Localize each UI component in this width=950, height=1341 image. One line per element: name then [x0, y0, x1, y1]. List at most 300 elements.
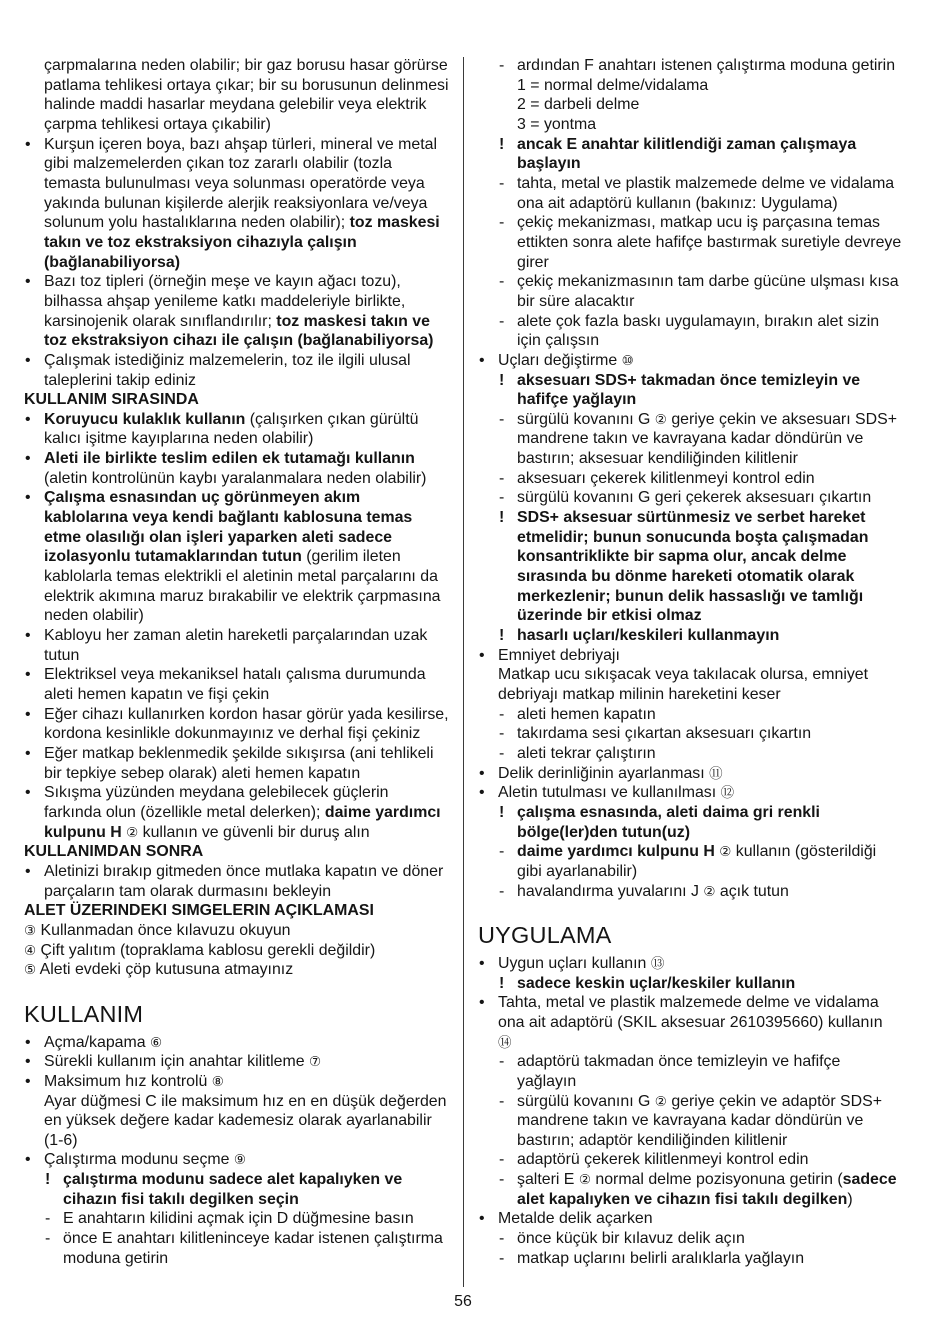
- text-run: kablolarla temas elektrikli el aletinin metal parçalarını da: [44, 568, 438, 586]
- text-line: [478, 1190, 928, 1210]
- text-line: [478, 312, 928, 332]
- dash-marker: -: [499, 744, 505, 762]
- text-line: [478, 882, 928, 902]
- text-run: yağlayın: [517, 1072, 577, 1090]
- bullet-marker: •: [25, 1033, 31, 1051]
- bullet-marker: •: [479, 764, 485, 782]
- text-run: önce E anahtarı kilitleninceye kadar istenen çalıştırma: [63, 1230, 443, 1248]
- bullet-item: [24, 1033, 456, 1053]
- bold-text: takın ve toz ekstraksiyon cihazıyla çalışın: [44, 233, 357, 251]
- text-line: [478, 213, 928, 233]
- text-line: [478, 1052, 928, 1072]
- bullet-marker: •: [25, 489, 31, 507]
- bullet-marker: •: [25, 273, 31, 291]
- text-run: Aleti evdeki çöp kutusuna atmayınız: [36, 961, 294, 979]
- text-run: neden olabilir): [44, 607, 144, 625]
- warning-marker: !: [499, 627, 505, 645]
- text-line: [478, 115, 928, 135]
- callout-number-icon: ②: [578, 1172, 591, 1189]
- bullet-marker: •: [25, 450, 31, 468]
- text-line: [478, 783, 928, 803]
- bullet-item: [24, 272, 456, 351]
- bullet-item: [24, 744, 456, 783]
- callout-number-icon: ⑨: [233, 1152, 246, 1169]
- bullet-marker: •: [479, 954, 485, 972]
- text-run: Maksimum hız kontrolü: [44, 1072, 212, 1090]
- text-run: takırdama sesi çıkartan aksesuarı çıkartın: [517, 725, 812, 743]
- bullet-item: [478, 351, 928, 371]
- dash-marker: -: [499, 57, 505, 74]
- text-line: [478, 646, 928, 666]
- bold-text: aksesuarı SDS+ takmadan önce temizleyin ve: [517, 371, 861, 389]
- text-run: gibi ayarlanabilir): [517, 862, 638, 880]
- text-line: [24, 253, 456, 273]
- text-line: [24, 115, 456, 135]
- dash-marker: -: [45, 1210, 51, 1228]
- text-run: Çalışmak istediğiniz malzemelerin, toz ile ilgili ulusal: [44, 351, 411, 369]
- text-line: [24, 95, 456, 115]
- text-line: [478, 429, 928, 449]
- bullet-marker: •: [25, 135, 31, 153]
- text-line: [24, 1170, 456, 1190]
- text-run: tutun: [44, 646, 80, 664]
- bullet-marker: •: [25, 627, 31, 645]
- text-line: [478, 1170, 928, 1190]
- bold-text: SDS+ aksesuar sürtünmesiz ve serbet hareket: [517, 509, 866, 527]
- text-run: Kurşun içeren boya, bazı ahşap türleri, mineral ve metal: [44, 135, 438, 153]
- text-line: [24, 803, 456, 823]
- text-line: [478, 135, 928, 155]
- bullet-marker: •: [479, 1210, 485, 1228]
- text-line: [478, 331, 928, 351]
- text-run: (aletin kontrolünün kaybı yaralanmalara neden olabilir): [44, 469, 427, 487]
- bullet-marker: •: [25, 351, 31, 369]
- text-line: [478, 1013, 928, 1033]
- dash-item: [478, 1052, 928, 1091]
- dash-item: [478, 842, 928, 881]
- bullet-item: [478, 764, 928, 784]
- section-heading: UYGULAMA: [478, 922, 612, 949]
- bullet-item: [24, 1072, 456, 1092]
- text-run: girer: [517, 253, 549, 271]
- text-line: [24, 292, 456, 312]
- text-line: [24, 547, 456, 567]
- bullet-marker: •: [25, 705, 31, 723]
- text-line: [24, 724, 456, 744]
- text-line: [478, 292, 928, 312]
- text-line: [478, 272, 928, 292]
- text-line: [478, 253, 928, 273]
- dash-marker: -: [499, 1230, 505, 1248]
- bullet-marker: •: [479, 646, 485, 664]
- text-line: [478, 993, 928, 1013]
- warning-marker: !: [499, 135, 505, 153]
- dash-marker: -: [499, 410, 505, 428]
- text-run: normal delme pozisyonuna getirin (: [590, 1171, 843, 1189]
- text-run: Kabloyu her zaman aletin hareketli parçalarından uzak: [44, 627, 428, 645]
- bullet-item: [24, 410, 456, 449]
- callout-number-icon: ⑦: [308, 1054, 322, 1071]
- text-line: [24, 921, 456, 941]
- cont-item: [24, 56, 456, 135]
- text-line: [24, 135, 456, 155]
- warn-item: [478, 371, 928, 410]
- bold-text: bölge(ler)den tutun(uz): [517, 823, 690, 841]
- text-line: [24, 331, 456, 351]
- bold-text: cihazın fisi takılı degilken seçin: [63, 1190, 299, 1208]
- text-line: [24, 1131, 456, 1151]
- text-run: (çalışırken çıkan gürültü: [245, 410, 419, 428]
- bullet-marker: •: [479, 784, 485, 802]
- text-line: [478, 154, 928, 174]
- text-run: kullanın ve güvenli bir duruş alın: [138, 823, 370, 841]
- text-line: [24, 1190, 456, 1210]
- text-line: [24, 1072, 456, 1092]
- dash-item: [478, 1229, 928, 1249]
- text-line: [24, 1229, 456, 1249]
- text-run: önce küçük bir kılavuz delik açın: [517, 1230, 745, 1248]
- callout-number-icon: ⑪: [709, 765, 723, 782]
- dash-item: [478, 488, 928, 508]
- text-run: (1-6): [44, 1131, 78, 1149]
- text-run: Eğer matkap beklenmedik şekilde sıkışırsa (ani tehlikeli: [44, 744, 434, 762]
- text-line: [24, 1249, 456, 1269]
- text-line: [24, 587, 456, 607]
- text-line: [24, 76, 456, 96]
- text-run: için çalışsın: [517, 332, 600, 350]
- callout-number-icon: ②: [654, 1093, 667, 1110]
- text-line: [24, 429, 456, 449]
- text-line: [478, 842, 928, 862]
- bullet-item: [24, 449, 456, 488]
- dash-item: [478, 705, 928, 725]
- text-run: Delik derinliğinin ayarlanması: [498, 764, 710, 782]
- text-run: Aletinizi bırakıp gitmeden önce mutlaka kapatın ve döner: [44, 862, 444, 880]
- text-line: [478, 1229, 928, 1249]
- callout-number-icon: ③: [24, 922, 37, 939]
- text-line: [478, 1249, 928, 1269]
- dash-marker: -: [499, 705, 505, 723]
- text-run: E anahtarın kilidini açmak için D düğmesine basın: [63, 1210, 414, 1228]
- callout-number-icon: ②: [654, 411, 667, 428]
- bullet-item: [478, 993, 928, 1052]
- text-line: [24, 371, 456, 391]
- callout-number-icon: ⑬: [650, 955, 665, 972]
- dash-item: [478, 1150, 928, 1170]
- bullet-item: [24, 665, 456, 704]
- text-run: aleti tekrar çalıştırın: [517, 744, 656, 762]
- text-run: aleti hemen kapatın ve fişi çekin: [44, 686, 270, 703]
- text-line: [478, 76, 928, 96]
- bullet-item: [24, 783, 456, 842]
- text-line: [24, 213, 456, 233]
- dash-item: [478, 1170, 928, 1209]
- text-run: ona ait adaptörü (SKIL aksesuar 2610395660) kullanın: [498, 1013, 883, 1031]
- text-run: halinde maddi hasarlar meydana gelebilir veya elektrik: [44, 96, 427, 114]
- subsection-heading: KULLANIM SIRASINDA: [24, 391, 199, 409]
- text-run: geriye çekin ve adaptör SDS+: [666, 1092, 882, 1110]
- bold-text: Çalışma esnasından uç görünmeyen akım: [44, 489, 361, 507]
- text-run: Çift yalıtım (topraklama kablosu gerekli değildir): [36, 941, 376, 959]
- dash-marker: -: [499, 1171, 505, 1189]
- text-line: [478, 1072, 928, 1092]
- text-line: [24, 783, 456, 803]
- bullet-item: [478, 1209, 928, 1229]
- text-run: (gerilim ileten: [301, 548, 401, 566]
- text-run: Ayar düğmesi C ile maksimum hız en en düşük değerden: [44, 1092, 447, 1110]
- bold-text: (bağlanabiliyorsa): [44, 253, 180, 271]
- bold-text: hafifçe yağlayın: [517, 391, 637, 409]
- text-line: [24, 410, 456, 430]
- bold-text: hasarlı uçları/keskileri kullanmayın: [517, 627, 780, 645]
- text-line: [24, 272, 456, 292]
- text-line: [24, 705, 456, 725]
- bullet-item: [24, 135, 456, 273]
- text-line: [478, 974, 928, 994]
- text-line: [478, 1209, 928, 1229]
- text-line: [24, 1092, 456, 1112]
- text-run: kalıcı işitme kayıplarına neden olabilir): [44, 430, 314, 448]
- text-run: bilhassa ahşap yenileme katkı maddeleriyle birlikte,: [44, 292, 406, 310]
- bold-text: daime yardımcı: [324, 803, 441, 821]
- dash-item: [24, 1229, 456, 1268]
- bullet-marker: •: [25, 1151, 31, 1169]
- warning-marker: !: [499, 974, 505, 992]
- dash-marker: -: [499, 843, 505, 861]
- warn-item: [478, 135, 928, 174]
- text-run: çekiç mekanizmasının tam darbe gücüne ulşması kısa: [517, 273, 899, 291]
- text-line: [24, 488, 456, 508]
- text-line: [24, 233, 456, 253]
- text-line: [478, 410, 928, 430]
- text-line: [24, 626, 456, 646]
- callout-number-icon: ⑩: [621, 352, 634, 369]
- text-run: alete çok fazla baskı uygulamayın, bırakın alet sizin: [517, 312, 880, 330]
- bold-text: merkezlenir; bunun delik hassaslığı ve tamlığı: [517, 587, 864, 605]
- text-line: [24, 744, 456, 764]
- text-line: [24, 1111, 456, 1131]
- text-run: tahta, metal ve plastik malzemede delme ve vidalama: [517, 174, 895, 192]
- bold-text: ancak E anahtar kilitlendiği zaman çalışmaya: [517, 135, 857, 153]
- text-run: kordona kesinlikle dokunmayınız ve derhal fişi çekiniz: [44, 725, 421, 743]
- text-line: [24, 312, 456, 332]
- text-line: [478, 449, 928, 469]
- text-line: [24, 449, 456, 469]
- text-line: [24, 960, 456, 980]
- dash-item: [478, 312, 928, 351]
- dash-marker: -: [499, 273, 505, 291]
- text-run: bir süre alacaktır: [517, 292, 635, 310]
- text-line: [24, 469, 456, 489]
- text-run: bastırın; adaptör kendiliğinden kilitlenir: [517, 1131, 788, 1149]
- text-run: mandrene takın ve kavrayana kadar döndürün ve: [517, 430, 864, 448]
- text-run: Uygun uçları kullanın: [498, 954, 651, 972]
- text-run: gibi malzemelerden çıkan toz zararlı olabilir (tozla: [44, 155, 392, 173]
- cont-item: [478, 665, 928, 704]
- page-number: 56: [454, 1293, 472, 1310]
- text-run: Uçları değiştirme: [498, 351, 622, 369]
- bullet-marker: •: [479, 994, 485, 1012]
- column-divider: [463, 57, 464, 1287]
- dash-item: [478, 724, 928, 744]
- text-run: farkında olun (özellikle metal delerken);: [44, 803, 325, 821]
- callout-number-icon: ⑫: [720, 785, 735, 802]
- bullet-item: [24, 1052, 456, 1072]
- warn-item: [478, 626, 928, 646]
- text-run: mandrene takın ve kavrayana kadar döndürün ve: [517, 1112, 864, 1130]
- text-line: [478, 488, 928, 508]
- text-line: [24, 1033, 456, 1053]
- text-run: bastırın; aksesuar kendiliğinden kilitlenir: [517, 450, 798, 468]
- text-run: karsinojenik olarak sınıflandırılır;: [44, 312, 277, 330]
- text-line: [478, 528, 928, 548]
- text-line: [24, 862, 456, 882]
- text-line: [478, 233, 928, 253]
- callout-number-icon: ②: [719, 844, 732, 861]
- bold-text: başlayın: [517, 155, 581, 173]
- text-line: [24, 665, 456, 685]
- text-run: yakında bulunan kişilerde alerjik reaksiyonlara ve/veya: [44, 194, 428, 212]
- bold-text: kablolarına veya kendi bağlantı kablosuna temas: [44, 509, 413, 527]
- warn-item: [24, 1170, 456, 1209]
- text-run: geriye çekin ve aksesuarı SDS+: [666, 410, 897, 428]
- text-line: [478, 626, 928, 646]
- text-run: Bazı toz tipleri (örneğin meşe ve kayın ağacı tozu),: [44, 273, 401, 291]
- bold-text: çalıştırma modunu sadece alet kapalıyken ve: [63, 1171, 403, 1189]
- text-line: [24, 174, 456, 194]
- callout-number-icon: ②: [126, 824, 139, 841]
- text-run: aksesuarı çekerek kilitlenmeyi kontrol edin: [517, 469, 815, 487]
- text-run: parçaların tam olarak durmasını bekleyin: [44, 882, 332, 900]
- dash-item: [478, 1092, 928, 1151]
- text-line: [478, 1150, 928, 1170]
- dash-marker: -: [499, 1092, 505, 1110]
- bullet-marker: •: [25, 1053, 31, 1071]
- dash-marker: -: [499, 1151, 505, 1169]
- text-line: [24, 1209, 456, 1229]
- text-line: [24, 508, 456, 528]
- cont-item: [24, 1092, 456, 1151]
- text-line: [478, 587, 928, 607]
- bold-text: konsantriklikte bir sapma olur, ancak delme: [517, 548, 847, 566]
- warning-marker: !: [45, 1171, 51, 1189]
- dash-marker: -: [499, 1053, 505, 1071]
- dash-item: [478, 410, 928, 469]
- text-run: Sıkışma yüzünden meydana gelebilecek güçlerin: [44, 784, 389, 802]
- text-run: 3 = yontma: [517, 115, 597, 133]
- text-run: sürgülü kovanını G geri çekerek aksesuarı çıkartın: [517, 489, 872, 507]
- text-run: bir tepkiye sebep olarak) aleti hemen kapatın: [44, 764, 361, 782]
- dash-item: [478, 272, 928, 311]
- dash-item: [478, 744, 928, 764]
- text-run: debriyajı matkap milinin hareketini keser: [498, 686, 781, 703]
- text-run: adaptörü takmadan önce temizleyin ve hafifçe: [517, 1053, 841, 1071]
- warning-marker: !: [499, 371, 505, 389]
- dash-marker: -: [499, 214, 505, 232]
- text-line: [24, 194, 456, 214]
- bold-text: etme olasılığı olan işleri yaparken aleti sadece: [44, 528, 392, 546]
- text-line: [478, 1033, 928, 1053]
- column-left: [24, 56, 456, 1268]
- dash-item: [478, 213, 928, 272]
- bullet-marker: •: [25, 1072, 31, 1090]
- text-line: [24, 351, 456, 371]
- text-run: 1 = normal delme/vidalama: [517, 76, 709, 94]
- text-run: Kullanmadan önce kılavuzu okuyun: [36, 921, 291, 939]
- text-line: [24, 685, 456, 705]
- section-heading: KULLANIM: [24, 1000, 144, 1027]
- text-run: moduna getirin: [63, 1249, 169, 1267]
- text-line: [478, 95, 928, 115]
- text-line: [478, 390, 928, 410]
- text-run: aleti hemen kapatın: [517, 705, 656, 723]
- callout-number-icon: ②: [703, 883, 716, 900]
- warning-marker: !: [499, 509, 505, 527]
- text-line: [478, 665, 928, 685]
- text-line: [478, 954, 928, 974]
- text-run: havalandırma yuvalarını J: [517, 882, 704, 900]
- bold-text: sadece: [842, 1171, 897, 1189]
- text-run: Tahta, metal ve plastik malzemede delme ve vidalama: [498, 994, 879, 1012]
- bold-text: sadece keskin uçlar/keskiler kullanın: [517, 974, 796, 992]
- bullet-item: [24, 626, 456, 665]
- text-line: [478, 823, 928, 843]
- text-run: solunum yolu hastalıklarına neden olabilir);: [44, 214, 350, 232]
- text-run: adaptörü çekerek kilitlenmeyi kontrol edin: [517, 1151, 809, 1169]
- text-line: [478, 508, 928, 528]
- bullet-item: [24, 351, 456, 390]
- text-line: [24, 1052, 456, 1072]
- text-run: şalteri E: [517, 1171, 579, 1189]
- text-run: ona ait adaptörü kullanın (bakınız: Uygulama): [517, 194, 838, 212]
- bold-text: izolasyonlu tutamaklarından tutun: [44, 548, 302, 566]
- text-run: temasta bulunulması veya solunması operatörde veya: [44, 174, 425, 192]
- bold-text: alet kapalıyken ve cihazın fisi takılı degilken: [517, 1190, 848, 1208]
- text-run: Çalıştırma modunu seçme: [44, 1151, 234, 1169]
- dash-marker: -: [499, 489, 505, 507]
- text-run: ): [847, 1190, 853, 1208]
- symbols-item: [24, 921, 456, 980]
- bold-text: etmelidir; bunun sonucunda boşta çalışmadan: [517, 528, 869, 546]
- text-line: [478, 685, 928, 705]
- text-line: [24, 646, 456, 666]
- bold-text: daime yardımcı kulpunu H: [517, 843, 715, 861]
- text-run: çarpma tehlikesi ortaya çıkabilir): [44, 115, 271, 133]
- dash-item: [478, 882, 928, 902]
- bullet-item: [24, 862, 456, 901]
- text-line: [24, 764, 456, 784]
- text-line: [478, 862, 928, 882]
- text-line: [24, 882, 456, 902]
- subsection-heading: ALET ÜZERINDEKI SIMGELERIN AÇIKLAMASI: [24, 902, 374, 920]
- callout-number-icon: ⑥: [149, 1034, 163, 1051]
- dash-marker: -: [499, 1249, 505, 1267]
- text-line: [478, 1092, 928, 1112]
- text-run: Elektriksel veya mekaniksel hatalı çalısma durumunda: [44, 666, 426, 684]
- text-run: Açma/kapama: [44, 1033, 150, 1051]
- text-line: [24, 823, 456, 843]
- text-line: [478, 567, 928, 587]
- text-line: [24, 154, 456, 174]
- bullet-item: [478, 783, 928, 803]
- text-run: 2 = darbeli delme: [517, 96, 640, 114]
- text-run: çekiç mekanizması, matkap ucu iş parçasına temas: [517, 214, 880, 232]
- text-run: Matkap ucu sıkışacak veya takılacak olursa, emniyet: [498, 666, 869, 684]
- column-right: [478, 56, 928, 1268]
- bullet-marker: •: [25, 666, 31, 684]
- dash-marker: -: [499, 174, 505, 192]
- text-line: [478, 469, 928, 489]
